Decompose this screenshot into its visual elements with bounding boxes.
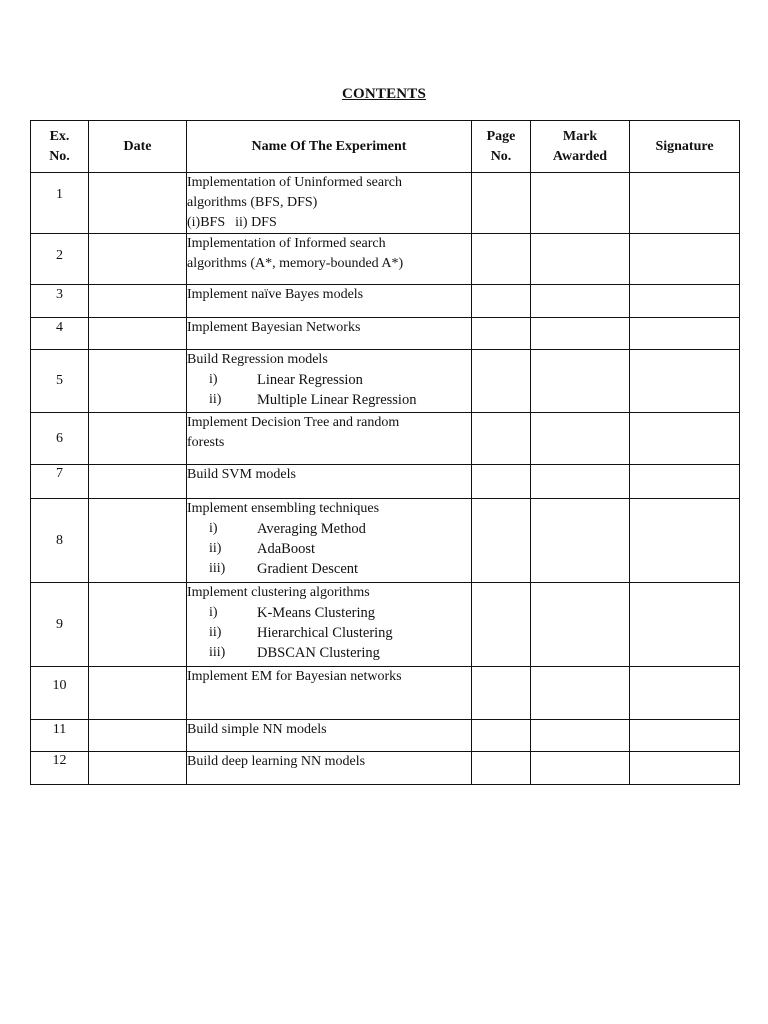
sub-item-label: (i)BFS xyxy=(187,215,226,230)
table-row xyxy=(31,234,740,285)
experiment-name-cell xyxy=(187,465,472,499)
signature-cell xyxy=(630,583,740,667)
experiment-name-cell xyxy=(187,234,472,285)
experiment-name-cell xyxy=(187,720,472,752)
ex-no: 6 xyxy=(56,430,63,446)
mark-awarded-cell xyxy=(531,285,630,318)
sub-item xyxy=(187,370,471,390)
signature-cell xyxy=(630,752,740,785)
contents-table xyxy=(30,120,740,785)
mark-awarded-cell xyxy=(531,413,630,465)
sub-item-label: DBSCAN Clustering xyxy=(257,645,380,661)
signature-cell xyxy=(630,720,740,752)
ex-no-cell xyxy=(31,752,89,785)
header-date: Date xyxy=(89,121,187,173)
ex-no: 2 xyxy=(56,248,63,263)
header-ex-no-line2: No. xyxy=(49,148,70,164)
ex-no: 3 xyxy=(56,287,63,302)
sub-item xyxy=(187,559,471,579)
experiment-name-line: Build SVM models xyxy=(187,467,296,482)
date-cell xyxy=(89,499,187,583)
mark-awarded-cell xyxy=(531,752,630,785)
mark-awarded-cell xyxy=(531,350,630,413)
signature-cell xyxy=(630,318,740,350)
signature-cell xyxy=(630,234,740,285)
sub-item-label: AdaBoost xyxy=(257,541,315,557)
experiment-name-line: Implement naïve Bayes models xyxy=(187,287,364,302)
signature-cell xyxy=(630,413,740,465)
sub-item-numeral: ii) xyxy=(209,392,222,407)
experiment-name-line: Implement EM for Bayesian networks xyxy=(187,669,402,684)
page-no-cell xyxy=(472,350,531,413)
ex-no-cell xyxy=(31,583,89,667)
sub-item xyxy=(187,623,471,643)
header-mark-line2: Awarded xyxy=(552,148,608,164)
sub-item-label: K-Means Clustering xyxy=(257,605,375,621)
mark-awarded-cell xyxy=(531,465,630,499)
sub-item-numeral: i) xyxy=(209,605,218,620)
table-row xyxy=(31,499,740,583)
sub-item xyxy=(187,643,471,663)
date-cell xyxy=(89,583,187,667)
table-row xyxy=(31,318,740,350)
mark-awarded-cell xyxy=(531,720,630,752)
header-ex-no xyxy=(31,121,89,173)
mark-awarded-cell xyxy=(531,667,630,720)
sub-item-numeral: iii) xyxy=(209,561,226,576)
signature-cell xyxy=(630,350,740,413)
ex-no: 8 xyxy=(56,532,63,548)
header-signature: Signature xyxy=(630,121,740,173)
date-cell xyxy=(89,413,187,465)
experiment-name-cell xyxy=(187,173,472,234)
page-no-cell xyxy=(472,413,531,465)
experiment-name-line: Build Regression models xyxy=(187,352,328,367)
page-no-cell xyxy=(472,752,531,785)
ex-no: 12 xyxy=(52,753,67,768)
sub-item-numeral: ii) xyxy=(209,541,222,556)
sub-item-numeral: ii) xyxy=(209,625,222,640)
experiment-name-cell xyxy=(187,285,472,318)
sub-item-label: Hierarchical Clustering xyxy=(257,625,393,641)
header-mark-awarded xyxy=(531,121,630,173)
sub-item xyxy=(187,519,471,539)
header-page-line2: No. xyxy=(490,148,512,164)
header-page-no xyxy=(472,121,531,173)
experiment-name-line: Implement ensembling techniques xyxy=(187,501,380,516)
sub-item-numeral: iii) xyxy=(209,645,226,660)
ex-no-cell xyxy=(31,413,89,465)
header-row xyxy=(31,121,740,173)
header-mark-line1: Mark xyxy=(562,128,598,144)
ex-no-cell xyxy=(31,285,89,318)
table-row xyxy=(31,720,740,752)
sub-item-numeral: i) xyxy=(209,372,218,387)
page-no-cell xyxy=(472,173,531,234)
sub-item-numeral: i) xyxy=(209,521,218,536)
table-row xyxy=(31,752,740,785)
mark-awarded-cell xyxy=(531,234,630,285)
table-row xyxy=(31,285,740,318)
ex-no: 7 xyxy=(56,465,63,481)
experiment-name-line: Implement Decision Tree and random xyxy=(187,415,400,430)
table-row xyxy=(31,350,740,413)
page-no-cell xyxy=(472,667,531,720)
ex-no-cell xyxy=(31,667,89,720)
experiment-name-cell xyxy=(187,667,472,720)
page-no-cell xyxy=(472,234,531,285)
mark-awarded-cell xyxy=(531,583,630,667)
ex-no-cell xyxy=(31,720,89,752)
page-no-cell xyxy=(472,465,531,499)
date-cell xyxy=(89,465,187,499)
date-cell xyxy=(89,285,187,318)
mark-awarded-cell xyxy=(531,173,630,234)
ex-no-cell xyxy=(31,350,89,413)
ex-no: 1 xyxy=(56,187,63,202)
signature-cell xyxy=(630,285,740,318)
signature-cell xyxy=(630,173,740,234)
sub-item-label: Gradient Descent xyxy=(257,561,359,577)
date-cell xyxy=(89,173,187,234)
ex-no: 9 xyxy=(56,616,63,632)
ex-no-cell xyxy=(31,234,89,285)
experiment-name-cell xyxy=(187,350,472,413)
table-row xyxy=(31,667,740,720)
experiment-name-line: forests xyxy=(187,435,225,450)
page-no-cell xyxy=(472,583,531,667)
ex-no: 11 xyxy=(52,721,67,737)
experiment-name-line: Build deep learning NN models xyxy=(187,754,366,769)
table-row xyxy=(31,173,740,234)
header-experiment-name: Name Of The Experiment xyxy=(187,121,472,173)
experiment-name-cell xyxy=(187,583,472,667)
ex-no-cell xyxy=(31,465,89,499)
sub-item xyxy=(187,603,471,623)
experiment-name-line: Implementation of Informed search xyxy=(187,236,386,251)
experiment-name-line: algorithms (BFS, DFS) xyxy=(187,195,318,210)
sub-item xyxy=(187,539,471,559)
experiment-name-cell xyxy=(187,413,472,465)
page-no-cell xyxy=(472,720,531,752)
experiment-name-line: Build simple NN models xyxy=(187,722,327,737)
table-row xyxy=(31,465,740,499)
header-page-line1: Page xyxy=(486,128,516,144)
date-cell xyxy=(89,752,187,785)
date-cell xyxy=(89,350,187,413)
signature-cell xyxy=(630,667,740,720)
page-no-cell xyxy=(472,318,531,350)
table-row xyxy=(31,413,740,465)
ex-no: 5 xyxy=(56,373,63,388)
experiment-name-line: Implementation of Uninformed search xyxy=(187,175,402,190)
experiment-name-cell xyxy=(187,318,472,350)
experiment-name-line: Implement Bayesian Networks xyxy=(187,320,361,335)
page-no-cell xyxy=(472,499,531,583)
sub-item-label: Multiple Linear Regression xyxy=(257,392,417,408)
ex-no: 4 xyxy=(56,319,63,335)
experiment-name-line: Implement clustering algorithms xyxy=(187,585,370,600)
sub-item-label: ii) DFS xyxy=(235,215,277,230)
signature-cell xyxy=(630,465,740,499)
date-cell xyxy=(89,318,187,350)
ex-no: 10 xyxy=(52,678,67,693)
sub-item-label: Linear Regression xyxy=(257,372,363,388)
page-no-cell xyxy=(472,285,531,318)
ex-no-cell xyxy=(31,499,89,583)
date-cell xyxy=(89,667,187,720)
date-cell xyxy=(89,234,187,285)
signature-cell xyxy=(630,499,740,583)
experiment-name-line: algorithms (A*, memory-bounded A*) xyxy=(187,256,404,271)
header-ex-no-line1: Ex. xyxy=(49,128,70,144)
sub-item-label: Averaging Method xyxy=(257,521,366,537)
experiment-name-cell xyxy=(187,752,472,785)
mark-awarded-cell xyxy=(531,499,630,583)
sub-item-pair xyxy=(187,213,471,233)
date-cell xyxy=(89,720,187,752)
sub-item xyxy=(187,390,471,410)
experiment-name-cell xyxy=(187,499,472,583)
table-row xyxy=(31,583,740,667)
ex-no-cell xyxy=(31,318,89,350)
ex-no-cell xyxy=(31,173,89,234)
page-title: CONTENTS xyxy=(341,86,427,102)
mark-awarded-cell xyxy=(531,318,630,350)
